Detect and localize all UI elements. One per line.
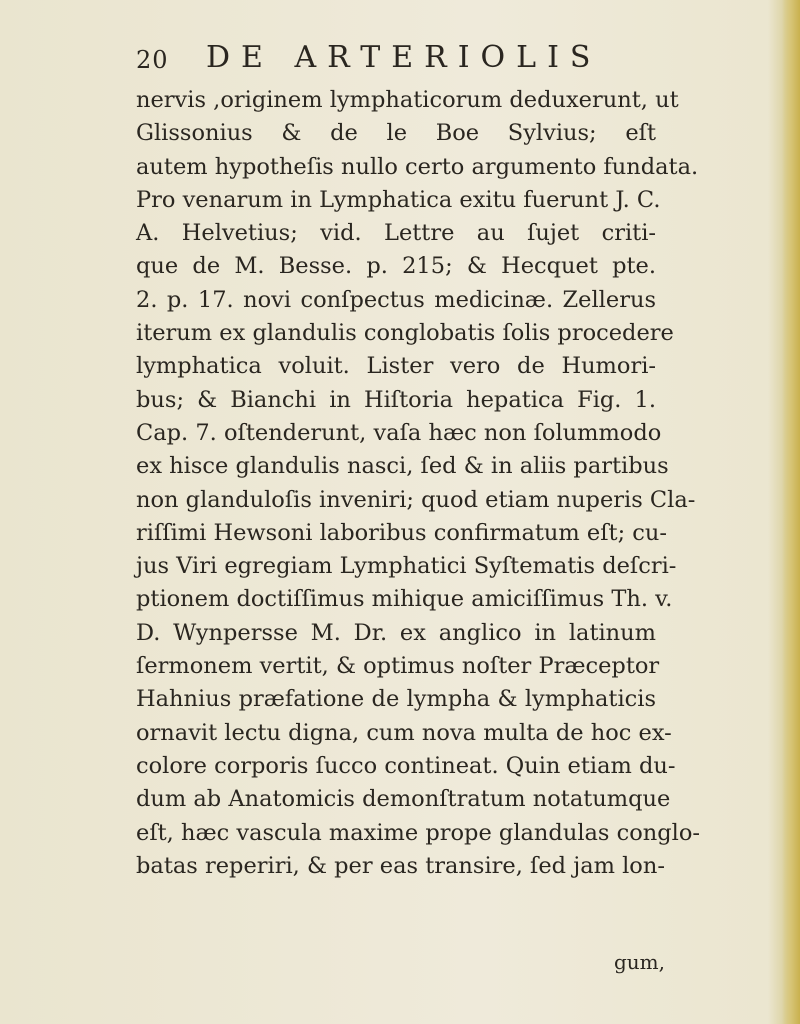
text-line: Glissonius & de le Boe Sylvius; eſt bbox=[136, 120, 656, 147]
text-line: dum ab Anatomicis demonſtratum notatumque bbox=[136, 786, 671, 813]
text-line: riſſimi Hewsoni laboribus confirmatum eſt; cu- bbox=[136, 519, 668, 546]
text-line: bus; & Bianchi in Hiſtoria hepatica Fig. 1. bbox=[136, 386, 656, 413]
text-line: jus Viri egregiam Lymphatici Syſtematis deſcri- bbox=[136, 553, 677, 580]
text-line: ornavit lectu digna, cum nova multa de hoc ex- bbox=[136, 719, 672, 746]
page-number: 20 bbox=[136, 46, 169, 74]
text-line: ptionem doctiſſimus mihique amiciſſimus Th. v. bbox=[136, 586, 673, 613]
text-line: nervis ,originem lymphaticorum deduxerunt, ut bbox=[136, 87, 679, 113]
text-line: non glanduloſis inveniri; quod etiam nuperis Cla- bbox=[136, 486, 696, 513]
text-line: colore corporis ſucco contineat. Quin etiam du- bbox=[136, 752, 676, 779]
body-text bbox=[136, 84, 701, 883]
text-line: eſt, hæc vascula maxime prope glandulas conglo- bbox=[136, 819, 701, 846]
page-header bbox=[136, 40, 656, 80]
text-line: A. Helvetius; vid. Lettre au ſujet criti- bbox=[136, 220, 656, 247]
text-line: Cap. 7. oſtenderunt, vaſa hæc non ſolummodo bbox=[136, 419, 662, 446]
text-line: iterum ex glandulis conglobatis ſolis procedere bbox=[136, 320, 674, 347]
text-line: Pro venarum in Lymphatica exitu fuerunt J. C. bbox=[136, 186, 661, 213]
page-edge-shadow bbox=[782, 0, 800, 1024]
text-line: autem hypotheſis nullo certo argumento fundata. bbox=[136, 153, 699, 180]
text-line: Hahnius præfatione de lympha & lymphaticis bbox=[136, 686, 656, 713]
catchword: gum, bbox=[614, 950, 666, 974]
text-line: lymphatica voluit. Lister vero de Humori- bbox=[136, 353, 656, 380]
text-line: D. Wynpersse M. Dr. ex anglico in latinum bbox=[136, 619, 656, 646]
text-line: ex hisce glandulis nasci, ſed & in aliis partibus bbox=[136, 453, 669, 480]
running-title: DE ARTERIOLIS bbox=[206, 40, 602, 75]
text-line: batas reperiri, & per eas transire, ſed jam lon- bbox=[136, 852, 665, 879]
text-line: que de M. Besse. p. 215; & Hecquet pte. bbox=[136, 253, 656, 280]
text-line: 2. p. 17. novi conſpectus medicinæ. Zellerus bbox=[136, 286, 656, 313]
text-line: ſermonem vertit, & optimus noſter Præceptor bbox=[136, 653, 660, 680]
